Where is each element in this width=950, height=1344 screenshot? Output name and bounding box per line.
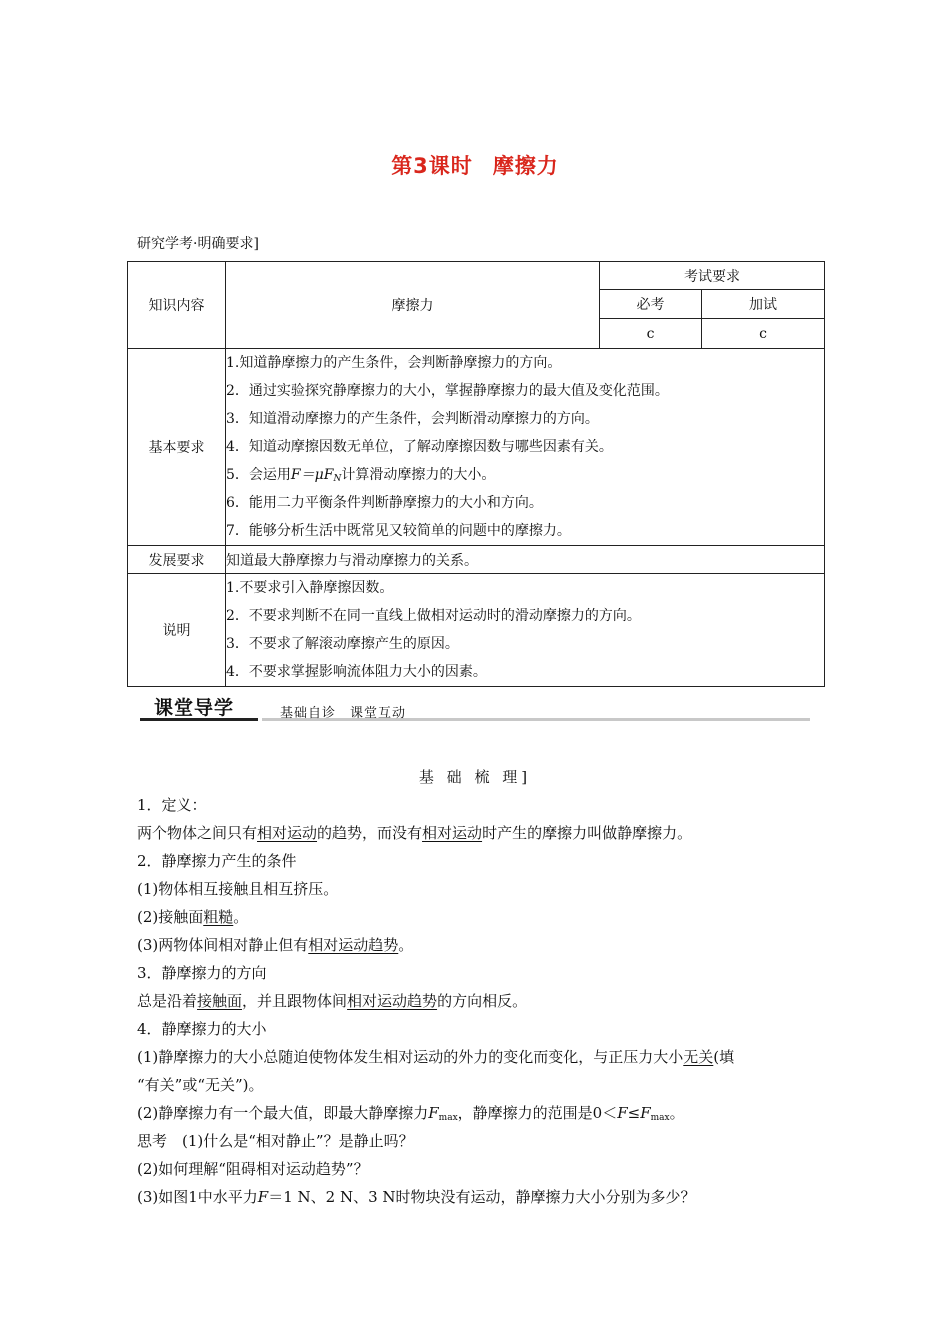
list-item: 3．知道滑动摩擦力的产生条件，会判断滑动摩擦力的方向。 — [226, 411, 599, 427]
text-line: 3．静摩擦力的方向 — [137, 964, 267, 982]
formula-subscript: max — [438, 1113, 458, 1123]
list-item: 3．不要求了解滚动摩擦产生的原因。 — [226, 636, 459, 652]
note-label: 说明 — [128, 574, 226, 687]
basic-items — [226, 349, 825, 546]
text-span: 总是沿着 — [137, 992, 198, 1010]
text-line: (2)如何理解“阻碍相对运动趋势”？ — [137, 1160, 369, 1178]
extra-header: 加试 — [702, 290, 825, 319]
topic-cell: 摩擦力 — [226, 262, 600, 349]
text-line — [137, 903, 827, 931]
lesson-number: 第3课时 — [391, 154, 473, 178]
text-span: (2)接触面 — [137, 908, 204, 926]
text-line — [137, 819, 827, 847]
underlined-answer: 粗糙 — [203, 908, 234, 926]
text-span: 。 — [233, 908, 249, 926]
required-level: c — [600, 319, 702, 349]
text-span: 的方向相反。 — [437, 992, 528, 1010]
list-item: 2．通过实验探究静摩擦力的大小，掌握静摩擦力的最大值及变化范围。 — [226, 383, 669, 399]
list-item: 4．知道动摩擦因数无单位，了解动摩擦因数与哪些因素有关。 — [226, 439, 613, 455]
text-line: “有关”或“无关”)。 — [137, 1076, 264, 1094]
item5-formula: F＝μF — [290, 467, 334, 483]
text-line — [137, 987, 827, 1015]
text-line — [137, 931, 827, 959]
lesson-title — [0, 150, 950, 180]
knowledge-header: 知识内容 — [128, 262, 226, 349]
body-text — [137, 791, 827, 1211]
basic-label: 基本要求 — [128, 349, 226, 546]
text-span: 时产生的摩擦力叫做静摩擦力。 — [482, 824, 693, 842]
text-span: ，并且跟物体间 — [242, 992, 348, 1010]
text-line: 1．定义： — [137, 796, 207, 814]
text-line: (1)物体相互接触且相互挤压。 — [137, 880, 339, 898]
requirements-table — [127, 261, 825, 687]
formula-subscript: max — [650, 1113, 670, 1123]
formula-symbol: F — [257, 1188, 269, 1206]
text-line — [137, 1183, 827, 1211]
text-span: 。 — [398, 936, 414, 954]
list-item: 1.不要求引入静摩擦因数。 — [226, 580, 394, 596]
text-span: 。 — [669, 1104, 685, 1122]
text-span: (3)如图1中水平力 — [137, 1188, 258, 1206]
text-span: 的趋势，而没有 — [317, 824, 423, 842]
banner-subtitle: 基础自诊 课堂互动 — [280, 706, 407, 721]
extra-level: c — [702, 319, 825, 349]
text-line — [137, 1099, 827, 1127]
text-line: 思考 (1)什么是“相对静止”？是静止吗？ — [137, 1132, 414, 1150]
formula-symbol: F — [428, 1104, 439, 1122]
exam-req-header: 考试要求 — [600, 262, 825, 290]
text-span: ＝1 N、2 N、3 N时物块没有运动，静摩擦力大小分别为多少？ — [268, 1188, 696, 1206]
text-span: (2)静摩擦力有一个最大值，即最大静摩擦力 — [137, 1104, 429, 1122]
banner-tag: 课堂导学 — [140, 697, 258, 721]
text-span: (填 — [713, 1048, 735, 1066]
required-header: 必考 — [600, 290, 702, 319]
lesson-topic: 摩擦力 — [492, 154, 559, 178]
item5-pre: 5．会运用 — [226, 467, 291, 483]
text-line: 2．静摩擦力产生的条件 — [137, 852, 297, 870]
formula-symbol: F — [617, 1104, 628, 1122]
note-items — [226, 574, 825, 687]
section-heading: 基 础 梳 理] — [418, 768, 532, 786]
list-item: 7．能够分析生活中既常见又较简单的问题中的摩擦力。 — [226, 523, 571, 539]
list-item: 1.知道静摩擦力的产生条件，会判断静摩擦力的方向。 — [226, 355, 562, 371]
item5-post: 计算滑动摩擦力的大小。 — [341, 467, 496, 483]
list-item: 6．能用二力平衡条件判断静摩擦力的大小和方向。 — [226, 495, 543, 511]
underlined-answer: 相对运动 — [257, 824, 318, 842]
requirements-label: 研究学考·明确要求] — [137, 236, 259, 252]
text-line: 4．静摩擦力的大小 — [137, 1020, 267, 1038]
text-span: 两个物体之间只有 — [137, 824, 258, 842]
underlined-answer: 相对运动趋势 — [308, 936, 399, 954]
text-span: (1)静摩擦力的大小总随迫使物体发生相对运动的外力的变化而变化，与正压力大小 — [137, 1048, 684, 1066]
section-banner — [140, 697, 810, 723]
item5-sub: N — [333, 474, 342, 484]
underlined-answer: 相对运动趋势 — [347, 992, 438, 1010]
formula-symbol: F — [640, 1104, 651, 1122]
list-item: 2．不要求判断不在同一直线上做相对运动时的滑动摩擦力的方向。 — [226, 608, 641, 624]
develop-label: 发展要求 — [128, 546, 226, 574]
text-span: ≤ — [627, 1104, 641, 1122]
develop-text: 知道最大静摩擦力与滑动摩擦力的关系。 — [226, 546, 825, 574]
text-span: (3)两物体间相对静止但有 — [137, 936, 309, 954]
text-line — [137, 1043, 827, 1071]
underlined-answer: 无关 — [683, 1048, 714, 1066]
list-item — [226, 461, 824, 489]
list-item: 4．不要求掌握影响流体阻力大小的因素。 — [226, 664, 487, 680]
underlined-answer: 接触面 — [197, 992, 243, 1010]
underlined-answer: 相对运动 — [422, 824, 483, 842]
text-span: ，静摩擦力的范围是0＜ — [457, 1104, 618, 1122]
